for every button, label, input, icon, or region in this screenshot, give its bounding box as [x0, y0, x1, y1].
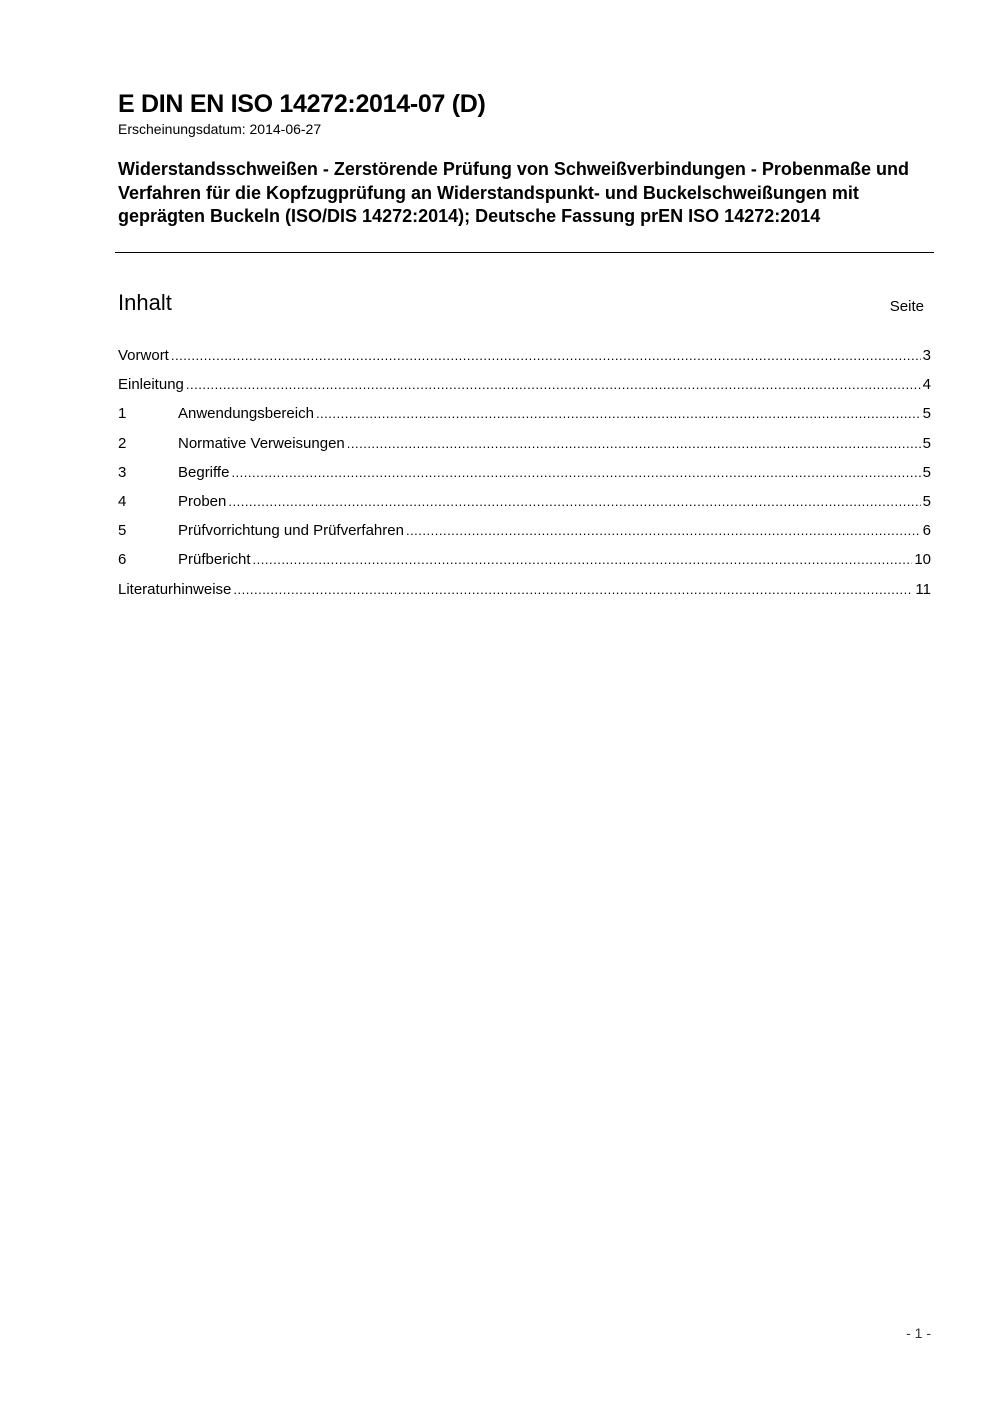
- toc-entry-number: 4: [118, 492, 127, 510]
- toc-entry-anwendungsbereich[interactable]: [118, 404, 931, 433]
- table-of-contents: [118, 346, 931, 609]
- toc-entry-proben[interactable]: [118, 492, 931, 521]
- toc-dot-leader: [231, 463, 920, 483]
- toc-entry-title: Einleitung: [118, 376, 184, 394]
- toc-entry-title: Normative Verweisungen: [178, 434, 345, 452]
- toc-entry-page: 5: [922, 463, 931, 481]
- toc-dot-leader: [406, 521, 921, 541]
- toc-entry-page: 5: [922, 492, 931, 510]
- toc-entry-vorwort[interactable]: [118, 346, 931, 375]
- toc-entry-page: 11: [915, 580, 931, 598]
- document-id: E DIN EN ISO 14272:2014-07 (D): [118, 90, 486, 118]
- toc-entry-title: Vorwort: [118, 347, 169, 364]
- toc-entry-number: 5: [118, 522, 127, 540]
- toc-heading: Inhalt: [118, 290, 172, 315]
- page-number: - 1 -: [906, 1325, 931, 1341]
- toc-entry-number: 3: [118, 463, 127, 481]
- toc-dot-leader: [186, 375, 921, 395]
- toc-page-column-label: Seite: [889, 298, 924, 315]
- toc-entry-einleitung[interactable]: [118, 375, 931, 404]
- document-title: Widerstandsschweißen - Zerstörende Prüfung von Schweißverbindungen - Probenmaße und Verfahren für die Kopfzugprüfung an Widerstandspunkt- und Buckelschweißungen mit geprägten Buckeln (ISO/DIS 14272:2014); Deutsche Fassung prEN ISO 14272:2014: [118, 159, 909, 226]
- toc-entry-number: 2: [118, 434, 127, 452]
- toc-dot-leader: [171, 346, 921, 366]
- toc-entry-title: Prüfvorrichtung und Prüfverfahren: [178, 522, 404, 540]
- toc-entry-title: Literaturhinweise: [118, 580, 232, 598]
- toc-entry-page: 4: [922, 376, 931, 394]
- toc-entry-page: 5: [922, 405, 931, 423]
- toc-entry-number: 6: [118, 551, 127, 569]
- toc-entry-number: 1: [118, 405, 127, 423]
- toc-entry-literaturhinweise[interactable]: [118, 580, 931, 609]
- toc-dot-leader: [228, 492, 920, 512]
- toc-entry-page: 5: [922, 434, 931, 452]
- toc-dot-leader: [233, 580, 913, 600]
- toc-entry-page: 6: [922, 522, 931, 540]
- toc-entry-title: Begriffe: [178, 463, 230, 481]
- toc-entry-page: 10: [914, 551, 931, 569]
- toc-entry-normative-verweisungen[interactable]: [118, 434, 931, 463]
- toc-entry-pruefvorrichtung[interactable]: [118, 521, 931, 550]
- toc-entry-pruefbericht[interactable]: [118, 550, 931, 579]
- title-divider: [115, 252, 934, 253]
- toc-entry-begriffe[interactable]: [118, 463, 931, 492]
- publication-date: Erscheinungsdatum: 2014-06-27: [118, 121, 322, 137]
- toc-dot-leader: [347, 434, 921, 454]
- toc-dot-leader: [253, 550, 913, 570]
- toc-entry-title: Proben: [178, 492, 227, 510]
- toc-entry-title: Prüfbericht: [178, 551, 251, 569]
- toc-entry-page: 3: [922, 347, 931, 364]
- toc-dot-leader: [316, 404, 921, 424]
- toc-entry-title: Anwendungsbereich: [178, 405, 314, 423]
